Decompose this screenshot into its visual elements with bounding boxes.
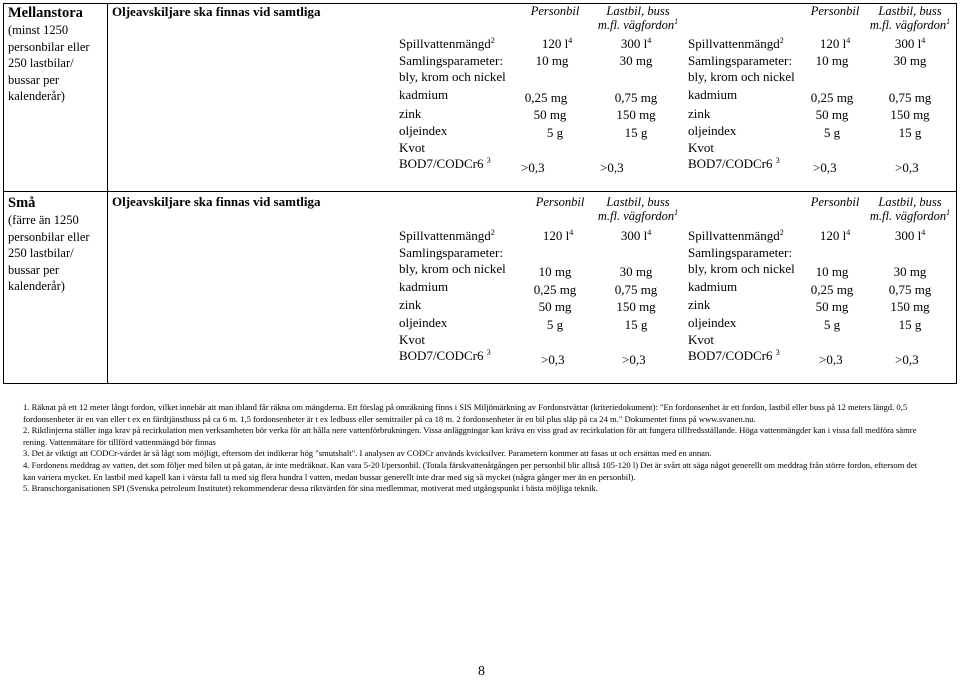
category-subtitle: (färre än 1250 personbilar eller 250 lastbilar/ bussar per kalenderår) [8,213,90,293]
value-kvot-personbil-right: >0,3 [819,352,843,367]
value-olje-lastbil-right: 15 g [898,317,922,332]
value-kvot-lastbil: >0,3 [600,160,624,175]
value-samling-lastbil: 30 mg [619,264,653,279]
value-kadmium-personbil-right: 0,25 mg [810,90,854,105]
value-zink-personbil: 50 mg [538,299,572,314]
footnote-5: 5. Branschorganisationen SPI (Svenska petroleum Institutet) rekommenderar dessa riktvärden för sina medlemmar, motiverat med utgångspunkt i bästa möjliga teknik. [23,483,598,494]
param-kvot: Kvot [399,332,425,347]
param-kadmium: kadmium [399,279,449,294]
value-kvot-personbil-right: >0,3 [813,160,837,175]
value-kadmium-lastbil-right: 0,75 mg [888,282,932,297]
param-zink: zink [399,106,422,121]
col-header-lastbil-right: Lastbil, buss [878,195,942,209]
value-zink-lastbil: 150 mg [616,299,656,314]
table-row-divider [3,191,957,192]
param-kvot-right: Kvot [688,332,714,347]
param-kvot-line2: BOD7/CODCr6 $^3$ [399,348,491,363]
param-zink-right: zink [688,106,711,121]
footnote-4: 4. Fordonens meddrag av vatten, det som följer med bilen ut på gatan, är inte medräknat. Kan vara 5-20 l/personbil. (Totala färskvattenåtgången per personbil blir alltså 105-120 l) Det är svårt att säga något generellt om meddrag från större fordon, eftersom det kan variera mycket. En lastbil med kapell kan i värsta fall ta med sig flera hundra l vatten, medan bussar generellt inte drar med sig så mycket (några gånger mer än en personbil). [23,459,918,482]
col-header-lastbil-right: Lastbil, buss [878,4,942,18]
col-header-lastbil-right-line2: m.fl. vägfordon$^1$ [869,208,951,223]
value-zink-personbil-right: 50 mg [815,107,849,122]
col-header-personbil-right: Personbil [810,4,860,18]
value-samling-lastbil-right: 30 mg [893,264,927,279]
param-kadmium-right: kadmium [688,87,738,102]
param-kvot: Kvot [399,140,425,155]
page-number: 8 [478,664,485,679]
param-samlingsparameter-line2: bly, krom och nickel [399,69,506,84]
param-spillvatten: Spillvattenmängd$^2$ [399,36,495,51]
param-oljeindex-right: oljeindex [688,123,737,138]
value-spill-personbil: 120 $l^4$ [542,228,574,243]
value-samling-lastbil-right: 30 mg [893,53,927,68]
value-spill-lastbil: 300 $l^4$ [620,228,652,243]
value-olje-lastbil: 15 g [624,317,648,332]
param-samlingsparameter-right-line2: bly, krom och nickel [688,69,795,84]
value-kadmium-lastbil-right: 0,75 mg [888,90,932,105]
value-samling-personbil-right: 10 mg [815,53,849,68]
param-samlingsparameter: Samlingsparameter: [399,245,503,260]
table-border-bottom [3,383,957,384]
param-oljeindex: oljeindex [399,315,448,330]
param-kvot-right: Kvot [688,140,714,155]
param-spillvatten-right: Spillvattenmängd$^2$ [688,228,784,243]
col-header-lastbil-line2: m.fl. vägfordon$^1$ [597,17,679,32]
value-samling-personbil: 10 mg [538,264,572,279]
value-samling-personbil-right: 10 mg [815,264,849,279]
value-olje-lastbil: 15 g [624,125,648,140]
value-kvot-lastbil-right: >0,3 [895,352,919,367]
param-oljeindex: oljeindex [399,123,448,138]
value-spill-lastbil: 300 $l^4$ [620,36,652,51]
param-kvot-line2: BOD7/CODCr6 $^3$ [399,156,491,171]
param-samlingsparameter-right: Samlingsparameter: [688,245,792,260]
footnote-2: 2. Riktlinjerna ställer inga krav på recirkulation men verksamheten bör verka för att hålla nere vattenförbrukningen. Vissa anläggningar kan kräva en viss grad av recirkulation för att fungera tillfredsställande. Höga vattenmängder kan i vissa fall medföra sämre rening. Vattenmätare för tillförd vattenmängd bör finnas [23,425,917,447]
col-header-personbil: Personbil [530,4,580,18]
value-olje-personbil-right: 5 g [823,317,841,332]
value-samling-personbil: 10 mg [535,53,569,68]
param-kvot-right-line2: BOD7/CODCr6 $^3$ [688,348,780,363]
col-header-lastbil: Lastbil, buss [606,4,670,18]
col-header-personbil-right: Personbil [810,195,860,209]
value-olje-personbil: 5 g [546,317,564,332]
col-header-lastbil: Lastbil, buss [606,195,670,209]
category-subtitle: (minst 1250 personbilar eller 250 lastbilar/ bussar per kalenderår) [8,23,90,103]
param-zink: zink [399,297,422,312]
param-kadmium-right: kadmium [688,279,738,294]
col-header-personbil: Personbil [535,195,585,209]
value-zink-lastbil-right: 150 mg [890,299,930,314]
value-olje-lastbil-right: 15 g [898,125,922,140]
value-kadmium-personbil: 0,25 mg [524,90,568,105]
param-spillvatten: Spillvattenmängd$^2$ [399,228,495,243]
footnote-3: 3. Det är viktigt att CODCr-värdet är så lågt som möjligt, eftersom det indikerar hög "smutshalt". I analysen av CODCr används kvicksilver. Parametern kommer att fasas ut och ersättas med en annan. [23,448,712,459]
category-title: Mellanstora [8,5,83,21]
param-samlingsparameter-right-line2: bly, krom och nickel [688,261,795,276]
value-zink-personbil: 50 mg [533,107,567,122]
value-kvot-lastbil-right: >0,3 [895,160,919,175]
value-kadmium-lastbil: 0,75 mg [614,282,658,297]
value-spill-lastbil-right: 300 $l^4$ [894,36,926,51]
col-header-lastbil-line2: m.fl. vägfordon$^1$ [597,208,679,223]
param-kvot-right-line2: BOD7/CODCr6 $^3$ [688,156,780,171]
col-header-lastbil-right-line2: m.fl. vägfordon$^1$ [869,17,951,32]
value-zink-personbil-right: 50 mg [815,299,849,314]
value-kadmium-lastbil: 0,75 mg [614,90,658,105]
value-kvot-lastbil: >0,3 [622,352,646,367]
value-spill-personbil-right: 120 $l^4$ [819,36,851,51]
value-kadmium-personbil-right: 0,25 mg [810,282,854,297]
value-zink-lastbil: 150 mg [616,107,656,122]
value-spill-personbil: 120 $l^4$ [541,36,573,51]
value-kadmium-personbil: 0,25 mg [533,282,577,297]
param-samlingsparameter-right: Samlingsparameter: [688,53,792,68]
value-spill-lastbil-right: 300 $l^4$ [894,228,926,243]
table-column-divider [107,3,108,384]
param-oljeindex-right: oljeindex [688,315,737,330]
param-kadmium: kadmium [399,87,449,102]
param-zink-right: zink [688,297,711,312]
footnote-1: 1. Räknat på ett 12 meter långt fordon, vilket innebär att man ibland får räkna om mängderna. Ett förslag på omräkning finns i SIS Miljömärkning av Fordonstvättar (kriteriedokument): "En fordonsenhet är ett fordon, lastbil eller buss på 12 meters längd. 0,5 fordonsenheter är en van eller t ex en färdtjänstbuss på ca 6 m. 1,5 fordonsenheter är t ex ledbuss eller semitrailer på ca 18 m. 2 fordonsenheter är en bil plus släp på ca 24 m." Dokumentet finns på www.svanen.nu. [23,402,908,424]
value-kvot-personbil: >0,3 [521,160,545,175]
value-kvot-personbil: >0,3 [541,352,565,367]
param-samlingsparameter-line2: bly, krom och nickel [399,261,506,276]
section-heading: Oljeavskiljare ska finnas vid samtliga [112,4,321,19]
param-samlingsparameter: Samlingsparameter: [399,53,503,68]
value-olje-personbil-right: 5 g [823,125,841,140]
table-border-left [3,3,4,384]
value-olje-personbil: 5 g [546,125,564,140]
value-spill-personbil-right: 120 $l^4$ [819,228,851,243]
value-samling-lastbil: 30 mg [619,53,653,68]
category-title: Små [8,195,36,211]
param-spillvatten-right: Spillvattenmängd$^2$ [688,36,784,51]
value-zink-lastbil-right: 150 mg [890,107,930,122]
footnotes [23,402,923,495]
section-heading: Oljeavskiljare ska finnas vid samtliga [112,194,321,209]
